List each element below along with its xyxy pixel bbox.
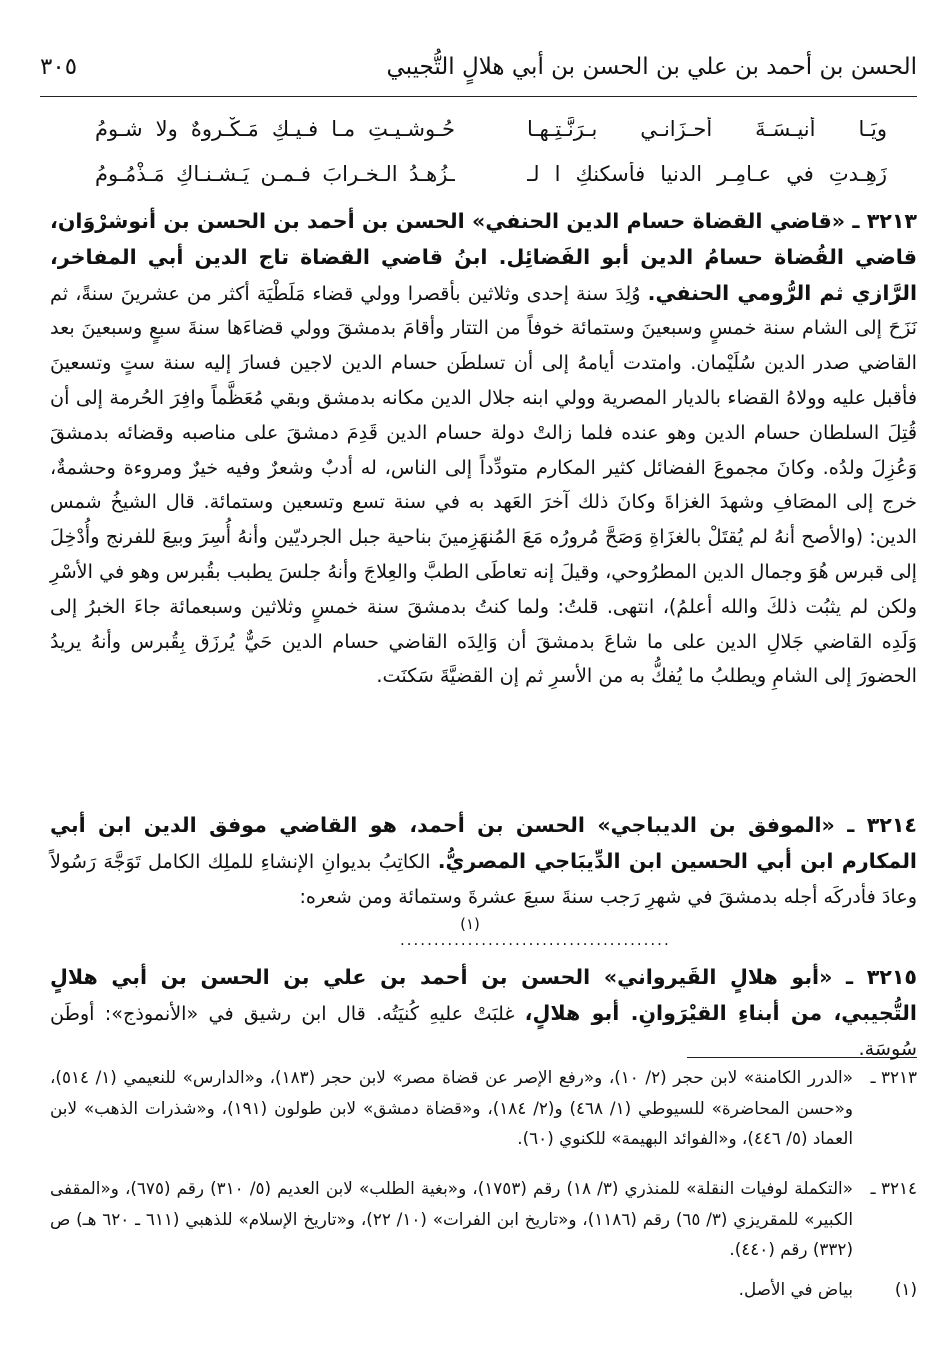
footnote-3214 xyxy=(50,1173,917,1265)
lacuna-note-ref: (١) xyxy=(460,915,480,933)
entry-body: الكاتِبُ بديوانِ الإنشاءِ للملِك الكامل تَوَجَّهَ رَسُولاً وعادَ فأدركَه أجله بدمشقَ في شهرِ رَجب سنةَ سبعَ عشرةَ وستمائة ومن شعره: xyxy=(50,849,917,908)
entry-heading: ٣٢١٣ ـ «قاضي القضاة حسام الدين الحنفي» الحسن بن أحمد بن الحسن بن أنوشرْوَان، قاضي القُضاة حسامُ الدين أبو الفَضائِل. ابنُ قاضي القضاة تاج الدين أبي المفاخر، الرَّازي ثم الرُّومي الحنفي. xyxy=(50,209,918,305)
verse-line-1 xyxy=(95,117,887,153)
footnote-number: ٣٢١٣ ـ xyxy=(870,1067,917,1087)
running-title: الحسن بن أحمد بن علي بن الحسن بن أبي هلالٍ التُّجيبي xyxy=(386,54,917,80)
footnote-number: (١) xyxy=(894,1279,917,1299)
entry-heading: ٣٢١٤ ـ «الموفق بن الديباجي» الحسن بن أحمد، هو القاضي موفق الدين ابن أبي المكارم ابن أبي الحسين ابن الدِّيبَاجي المصريُّ. xyxy=(50,813,917,873)
lacuna-marker xyxy=(400,915,671,949)
entry-3215 xyxy=(50,960,917,1066)
verse-hemistich-first: زَهِـدتِ في عـامِـرِ الدنيا فأسكنكِ ا لـ xyxy=(527,162,887,186)
header-rule xyxy=(40,96,917,97)
footnote-text: بياض في الأصل. xyxy=(738,1279,853,1299)
verse-line-2 xyxy=(95,162,887,198)
lacuna-dots: ........................................ xyxy=(400,931,671,949)
footnote-text: «التكملة لوفيات النقلة» للمنذري (٣/ ١٨) رقم (١٧٥٣)، و«بغية الطلب» لابن العديم (٥/ ٣١٠) رقم (٦٧٥)، و«المقفى الكبير» للمقريزي (٣/ ٦٥) رقم (١١٨٦)، و«تاريخ ابن الفرات» (١٠/ ٢٢)، و«تاريخ الإسلام» للذهبي (٦١١ ـ ٦٢٠ هـ) ص (٣٣٢) رقم (٤٤٠). xyxy=(50,1178,853,1259)
footnote-1 xyxy=(50,1274,917,1305)
verse-hemistich-first: ويَـا أنيـسَـةَ أحـزَانـي بـرَنَّـتِـهـا xyxy=(527,117,887,141)
verse-hemistich-second: حُـوشـيـتِ مـا فـيـكِ مَـكْـروهٌ ولا شـومُ xyxy=(95,117,455,141)
footnote-3213 xyxy=(50,1062,917,1154)
entry-heading: ٣٢١٥ ـ «أبو هلالٍ القَيرواني» الحسن بن أحمد بن علي بن الحسن بن أبي هلالٍ التُّجيبي، من أبناءِ القيْرَوانِ. أبو هلالٍ، xyxy=(50,965,917,1025)
footnote-rule xyxy=(687,1057,917,1058)
verse-hemistich-second: ـزُهـدُ الـخـرابَ فـمـن يَـشـنـاكِ مَـذْمُـومُ xyxy=(95,162,455,186)
entry-3213 xyxy=(50,204,917,694)
entry-3214 xyxy=(50,808,917,914)
footnote-text: «الدرر الكامنة» لابن حجر (٢/ ١٠)، و«رفع الإصر عن قضاة مصر» لابن حجر (١٨٣)، و«الدارس» للنعيمي (١/ ٥١٤)، و«حسن المحاضرة» للسيوطي (١/ ٤٦٨) و(٢/ ١٨٤)، و«قضاة دمشق» لابن طولون (١٩١)، و«شذرات الذهب» لابن العماد (٥/ ٤٤٦)، و«الفوائد البهيمة» للكنوي (٦٠). xyxy=(50,1067,854,1148)
entry-body: غلبَتْ عليهِ كُنيَتُه. قال ابن رشيق في «الأنموذج»: أوطَن سُوسَة. xyxy=(50,1001,917,1060)
entry-body: وُلِدَ سنة إحدى وثلاثين بأقصرا وولي قضاء مَلَطْيَة أكثر من عشرينَ سنةً، ثم نَزَحَ إلى الشام سنة خمسٍ وسبعينَ وستمائة خوفاً من التتار وأقامَ بدمشقَ وولي قضاءَها سنةَ سبعٍ وسبعينَ بعد القاضي صدر الدين سُلَيْمان. وامتدت أيامهُ إلى أن تسلطَن حسام الدين لاجين فسارَ إليه سنة ستٍ وتسعينَ فأقبل عليه وولاهُ القضاء بالديار المصرية وولي ابنه جلال الدين مكانه بدمشق وبقي مُعَظَّماً وافِرَ الحُرمة إلى أن قُتِلَ السلطان حسام الدين وهو عنده فلما زالتْ دولة حسام الدين قَدِمَ دمشقَ على مناصبه وقضائه بدمشقَ وَعُزِلَ ولدُه. وكانَ مجموعَ الفضائل كثير المكارم متودِّداً إلى الناس، له أدبٌ وشعرٌ وفيه خيرٌ ومروءة وحشمةٌ، خرج إلى المصَافِ وشهدَ الغزاةَ وكانَ ذلك آخرَ العَهد به في سنة تسع وتسعين وستمائة. قال الشيخُ شمس الدين: (والأصح أنهُ لم يُقتَلْ بالغزَاةِ وَصَحَّ مُرورُه مَعَ المُنهَزِمينَ بناحية جبل الجرديّين وأنهُ أُسِرَ وبيعَ للفرنج وأُدْخِلَ إلى قبرس هُوَ وجمال الدين المطرُوحي، وقيلَ إنه تعاطَى الطبَّ والعِلاجَ وأنهُ جلسَ يطبب بقُبرس وهو في الأسْرِ ولكن لم يثبُت ذلكَ والله أعلمُ)، انتهى. قلتُ: ولما كنتُ بدمشقَ سنة خمسٍ وثلاثين وسبعمائة جاءَ الخبرُ إلى وَلَدِه القاضي جَلالِ الدين على ما شاعَ بدمشقَ أن وَالِدَه القاضي حسام الدين حَيٌّ يُرزَق بِقُبرس وأنهُ يريدُ الحضورَ إلى الشامِ ويطلبُ ما يُفكُّ به من الأسرِ ثم إن القضيَّةَ سَكنَت. xyxy=(50,281,917,688)
page-number: ٣٠٥ xyxy=(40,54,78,80)
page-header xyxy=(40,52,917,92)
footnote-number: ٣٢١٤ ـ xyxy=(870,1178,917,1198)
